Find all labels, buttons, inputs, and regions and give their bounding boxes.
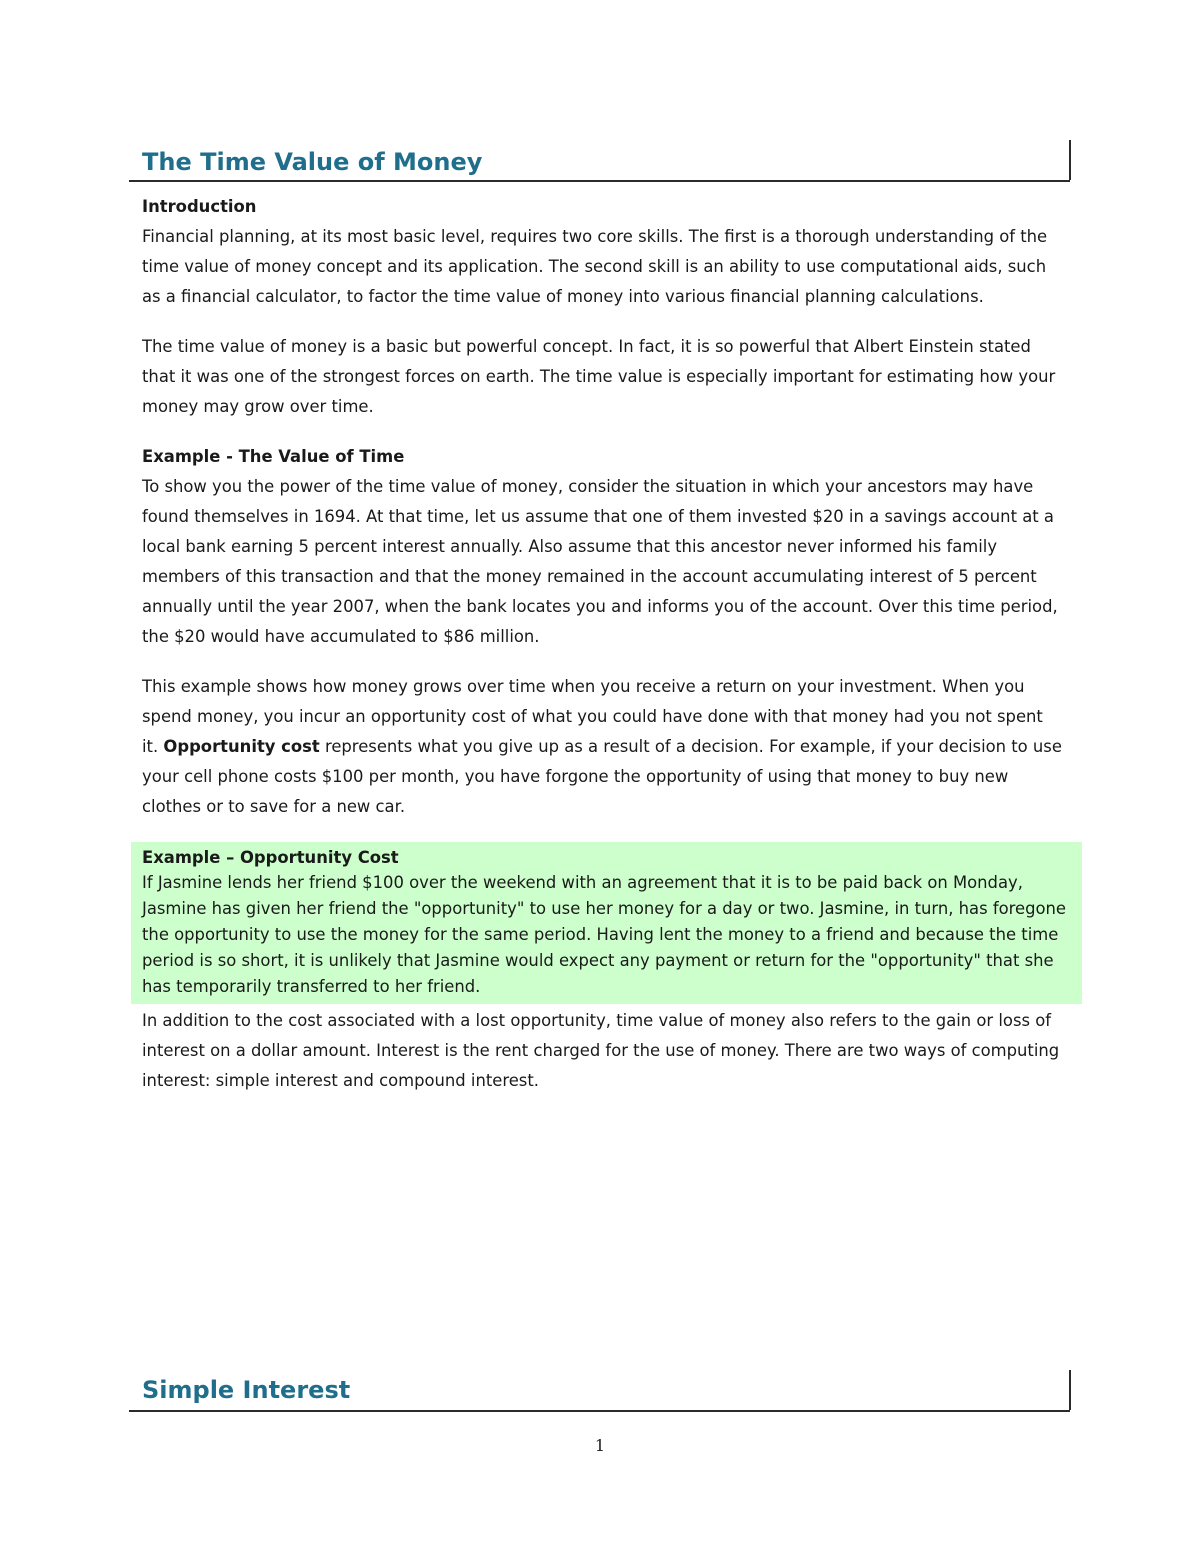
example1-paragraph: To show you the power of the time value of money, consider the situation in which your ancestors may have found themselves in 1694. At that time, let us assume that one of them invested $20 in a savings account at a local bank earning 5 percent interest annually. Also assume that this ancestor never informed his family members of this transaction and that the money remained in the account accumulating interest of 5 percent annually until the year 2007, when the bank locates you and informs you of the account. Over this time period, the $20 would have accumulated to $86 million.: [142, 477, 1058, 646]
opportunity-text-2: represents what you give up as a result of a decision. For example, if your decision to use your cell phone costs $100 per month, you have forgone the opportunity of using that money to buy new clothes or to save for a new car.: [142, 737, 1062, 816]
page-title: The Time Value of Money: [142, 148, 483, 176]
page-number: 1: [594, 1436, 606, 1455]
heading-rule: [1069, 140, 1071, 180]
opportunity-paragraph: [142, 672, 1064, 822]
intro-paragraph-2: The time value of money is a basic but powerful concept. In fact, it is so powerful that Albert Einstein stated that it was one of the strongest forces on earth. The time value is especially important for estimating how your money may grow over time.: [142, 337, 1056, 416]
callout-heading: Example – Opportunity Cost: [142, 848, 399, 867]
opportunity-text-1: This example shows how money grows over time when you receive a return on your investment. When you spend money, you incur an opportunity cost of what you could have done with that money had you not spent it.: [142, 677, 1043, 756]
intro-heading: Introduction: [142, 197, 257, 216]
document-body: [142, 192, 1067, 1096]
closing-paragraph: In addition to the cost associated with a lost opportunity, time value of money also refers to the gain or loss of interest on a dollar amount. Interest is the rent charged for the use of money. There are two ways of computing interest: simple interest and compound interest.: [142, 1011, 1060, 1090]
title-heading-block: [129, 142, 1070, 182]
section-title: Simple Interest: [142, 1376, 351, 1404]
section-heading-rule: [1069, 1370, 1071, 1410]
opportunity-term: Opportunity cost: [163, 737, 320, 756]
example-callout: [131, 842, 1082, 1004]
intro-paragraph-1: Financial planning, at its most basic level, requires two core skills. The first is a thorough understanding of the time value of money concept and its application. The second skill is an ability to use computational aids, such as a financial calculator, to factor the time value of money into various financial planning calculations.: [142, 227, 1048, 306]
callout-text: If Jasmine lends her friend $100 over the weekend with an agreement that it is to be paid back on Monday, Jasmine has given her friend the "opportunity" to use her money for a day or two. Jasmine, in turn, has foregone the opportunity to use the money for the same period. Having lent the money to a friend and because the time period is so short, it is unlikely that Jasmine would expect any payment or return for the "opportunity" that she has temporarily transferred to her friend.: [142, 873, 1067, 996]
example1-heading: Example - The Value of Time: [142, 447, 405, 466]
section-heading-block: [129, 1352, 1070, 1412]
